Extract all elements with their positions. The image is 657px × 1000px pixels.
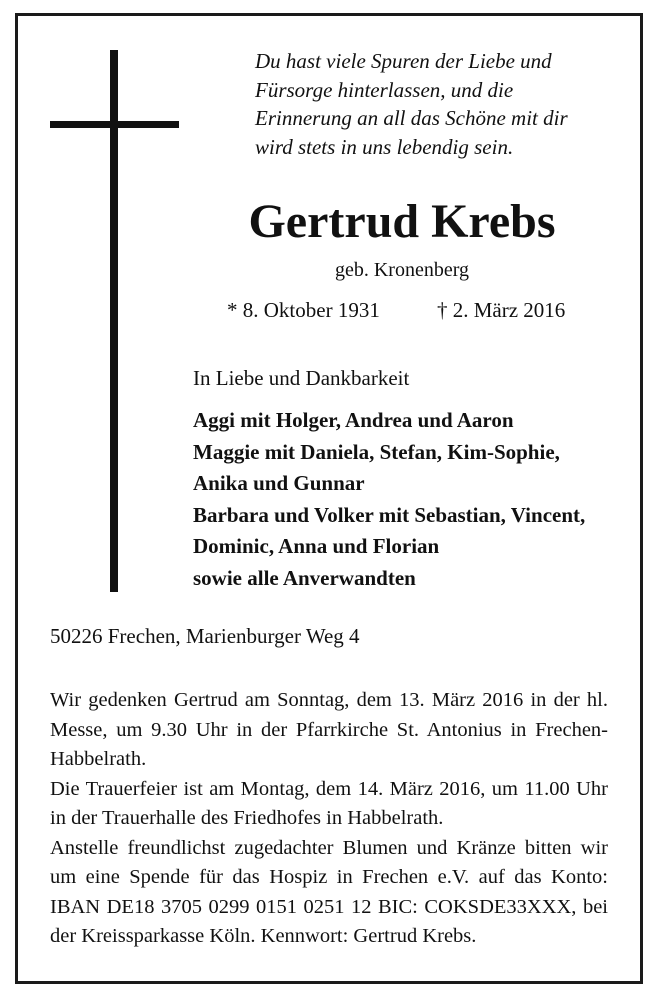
- cross-icon: [110, 50, 118, 592]
- mourner-line: Anika und Gunnar: [193, 471, 365, 496]
- service-notice: [50, 686, 608, 952]
- mourner-line: sowie alle Anverwandten: [193, 565, 416, 590]
- memorial-poem: [255, 47, 615, 161]
- family-address: 50226 Frechen, Marienburger Weg 4: [50, 624, 360, 648]
- poem-line: Du hast viele Spuren der Liebe und: [255, 49, 552, 73]
- poem-line: wird stets in uns lebendig sein.: [255, 134, 514, 159]
- poem-line: Erinnerung an all das Schöne mit dir: [255, 106, 568, 130]
- notice-paragraph: Die Trauerfeier ist am Montag, dem 14. März 2016, um 11.00 Uhr in der Trauerhalle des Friedhofes in Habbelrath.: [50, 777, 608, 829]
- death-date: † 2. März 2016: [437, 298, 566, 322]
- poem-line: Fürsorge hinterlassen, und die: [255, 77, 514, 102]
- cross-icon-crossbar: [50, 121, 179, 128]
- birth-date: * 8. Oktober 1931: [227, 298, 380, 322]
- notice-paragraph: Anstelle freundlichst zugedachter Blumen und Kränze bitten wir um eine Spende für das Hospiz in Frechen e.V. auf das Konto: IBAN DE18 3705 0299 0151 0251 12 BIC: COKSDE33XXX, bei der Kreissparkasse Köln. Kennwort: Gertrud Krebs.: [50, 836, 608, 947]
- notice-paragraph: Wir gedenken Gertrud am Sonntag, dem 13. März 2016 in der hl. Messe, um 9.30 Uhr in der Pfarrkirche St. Antonius in Frechen-Habbelrath.: [50, 689, 608, 770]
- maiden-name: geb. Kronenberg: [334, 259, 470, 281]
- deceased-name: Gertrud Krebs: [248, 195, 556, 248]
- mourner-line: Barbara und Volker mit Sebastian, Vincent,: [193, 502, 586, 527]
- mourner-line: Maggie mit Daniela, Stefan, Kim-Sophie,: [193, 439, 560, 464]
- mourners-list: [193, 405, 623, 595]
- mourners-intro: In Liebe und Dankbarkeit: [193, 366, 410, 390]
- mourner-line: Dominic, Anna und Florian: [193, 534, 440, 559]
- mourner-line: Aggi mit Holger, Andrea und Aaron: [193, 408, 514, 432]
